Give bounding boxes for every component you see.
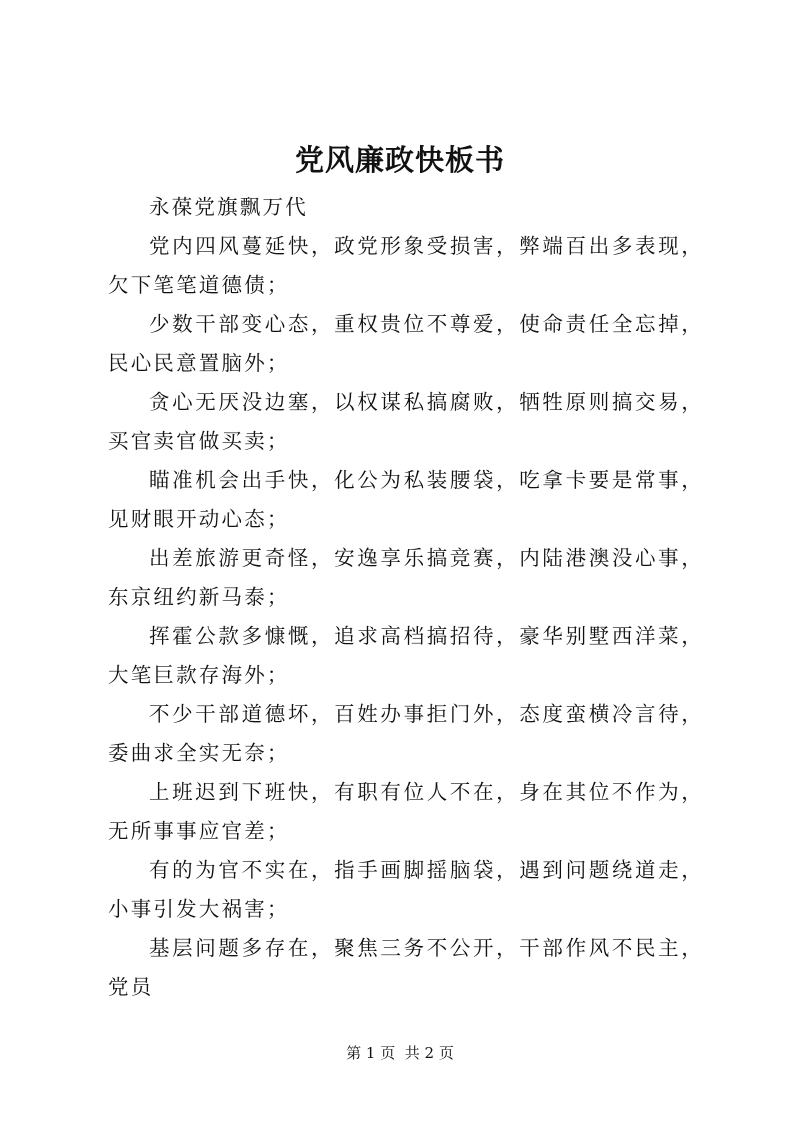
paragraph: 出差旅游更奇怪，安逸享乐搞竞赛，内陆港澳没心事，东京纽约新马泰； (108, 546, 704, 609)
paragraph: 贪心无厌没边塞，以权谋私搞腐败，牺牲原则搞交易，买官卖官做买卖； (108, 390, 704, 453)
page-number-label: 第 1 页 共 2 页 (346, 1044, 454, 1062)
paragraph: 瞄准机会出手快，化公为私装腰袋，吃拿卡要是常事，见财眼开动心态； (108, 468, 704, 531)
paragraph: 少数干部变心态，重权贵位不尊爱，使命责任全忘掉，民心民意置脑外； (108, 312, 704, 375)
paragraph: 党内四风蔓延快，政党形象受损害，弊端百出多表现，欠下笔笔道德债； (108, 234, 704, 297)
paragraph: 不少干部道德坏，百姓办事拒门外，态度蛮横冷言待，委曲求全实无奈； (108, 702, 704, 765)
document-title: 党风廉政快板书 (294, 143, 505, 177)
paragraph: 挥霍公款多慷慨，追求高档搞招待，豪华别墅西洋菜，大笔巨款存海外； (108, 624, 704, 687)
document-body (108, 188, 704, 1007)
paragraph: 永葆党旗飘万代 (149, 195, 308, 219)
page-footer (0, 1043, 800, 1063)
paragraph: 上班迟到下班快，有职有位人不在，身在其位不作为，无所事事应官差； (108, 780, 704, 843)
paragraph: 有的为官不实在，指手画脚摇脑袋，遇到问题绕道走，小事引发大祸害； (108, 858, 704, 921)
paragraph: 基层问题多存在，聚焦三务不公开，干部作风不民主，党员 (108, 936, 704, 999)
